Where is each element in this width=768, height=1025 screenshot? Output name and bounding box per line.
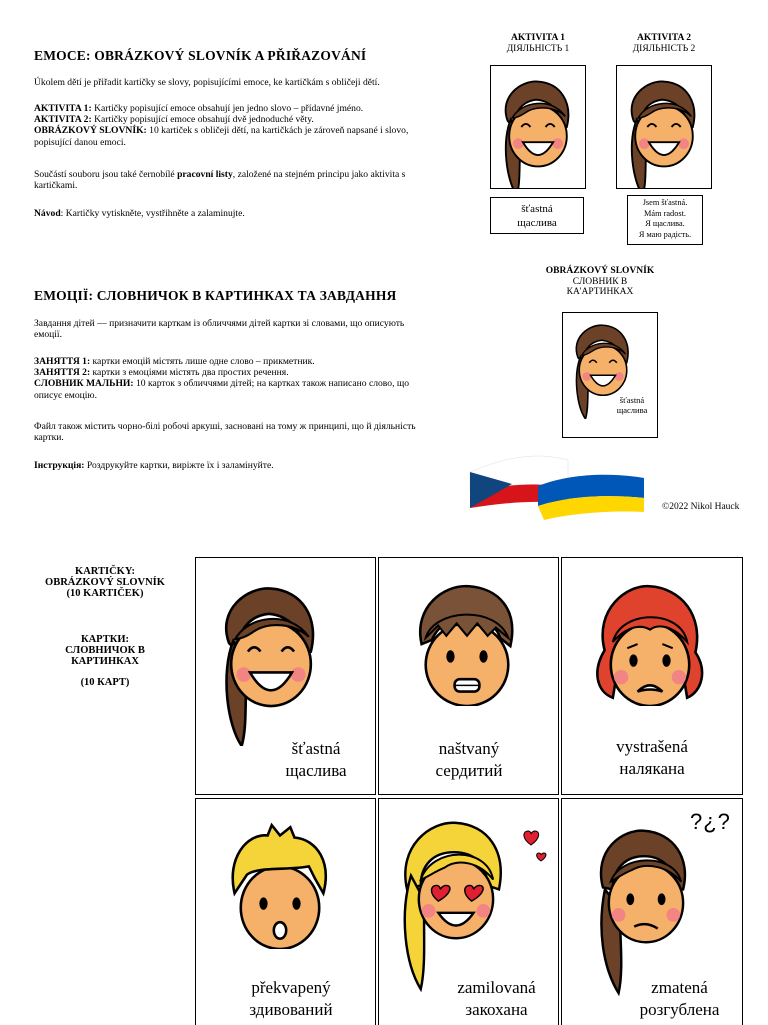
cz-intro: Úkolem dětí je přiřadit kartičky se slovy, popisujícími emoce, ke kartičkám s obličeji dětí. [34,77,380,88]
card-surprised: překvapený здивований [195,798,376,1025]
activity-2-sentence-card: Jsem šťastná. Mám radost. Я щаслива. Я маю радість. [627,195,703,245]
ua-title: ЕМОЦІЇ: СЛОВНИЧОК В КАРТИНКАХ ТА ЗАВДАННЯ [34,288,397,303]
card-in-love: zamilovaná закохана [378,798,559,1025]
activity-2-header: AKTIVITA 2 ДІЯЛЬНІСТЬ 2 [632,33,696,54]
hearts-icon [519,829,549,869]
activity-1-header: AKTIVITA 1 ДІЯЛЬНІСТЬ 1 [506,33,570,54]
cz-activities: AKTIVITA 1: Kartičky popisující emoce obsahují jen jedno slovo – přídavné jméno. AKTIVITA 2: Kartičky popisující emoce obsahují dvě jednoduché věty. OBRÁZKOVÝ SLOVNÍK: 10 kartiček s obličeji dětí, na kartičkách je zároveň napsané i slovo, popisující danou emoci. [34,103,409,148]
activity-1-face-card [490,65,586,189]
card-confused: ?¿? zmatená розгублена [561,798,743,1025]
cz-title: EMOCE: OBRÁZKOVÝ SLOVNÍK A PŘIŘAZOVÁNÍ [34,48,367,63]
card-angry: naštvaný сердитий [378,557,559,795]
cz-sheets: Součástí souboru jsou také černobílé pracovní listy, založené na stejném principu jako aktivita s kartičkami. [34,169,406,192]
ua-howto: Інструкція: Роздрукуйте картки, виріжте їх і заламінуйте. [34,460,274,471]
copyright: ©2022 Nikol Hauck [662,502,740,512]
dictionary-preview-card: šťastná щаслива [562,312,658,438]
activity-2-face-card [616,65,712,189]
card-scared: vystrašená налякана [561,557,743,795]
side-label-cz: KARTIČKY: OBRÁZKOVÝ SLOVNÍK (10 KARTIČEK) [45,566,165,599]
side-label-ua: КАРТКИ: СЛОВНИЧОК В КАРТИНКАХ (10 КАРТ) [65,634,145,688]
ua-activities: ЗАНЯТТЯ 1: картки емоцій містять лише одне слово – прикметник. ЗАНЯТТЯ 2: картки з емоціями містять два простих речення. СЛОВНИК МАЛЬНИ: 10 карток з обличчями дітей; на картках також написано слово, що описує емоцію. [34,356,410,401]
flags-image [468,452,648,522]
dictionary-header: OBRÁZKOVÝ SLOVNÍK СЛОВНИК В КА'АРТИНКАХ [545,266,655,297]
activity-1-word-card: šťastná щаслива [490,197,584,234]
ua-intro: Завдання дітей — призначити карткам із обличчями дітей картки зі словами, що описують емоції. [34,318,405,341]
card-happy: šťastná щаслива [195,557,376,795]
question-marks-icon: ?¿? [690,809,731,834]
ua-sheets: Файл також містить чорно-білі робочі аркуші, засновані на тому ж принципі, що й діяльність картки. [34,421,416,444]
cz-howto: Návod: Kartičky vytiskněte, vystřihněte a zalaminujte. [34,208,245,219]
